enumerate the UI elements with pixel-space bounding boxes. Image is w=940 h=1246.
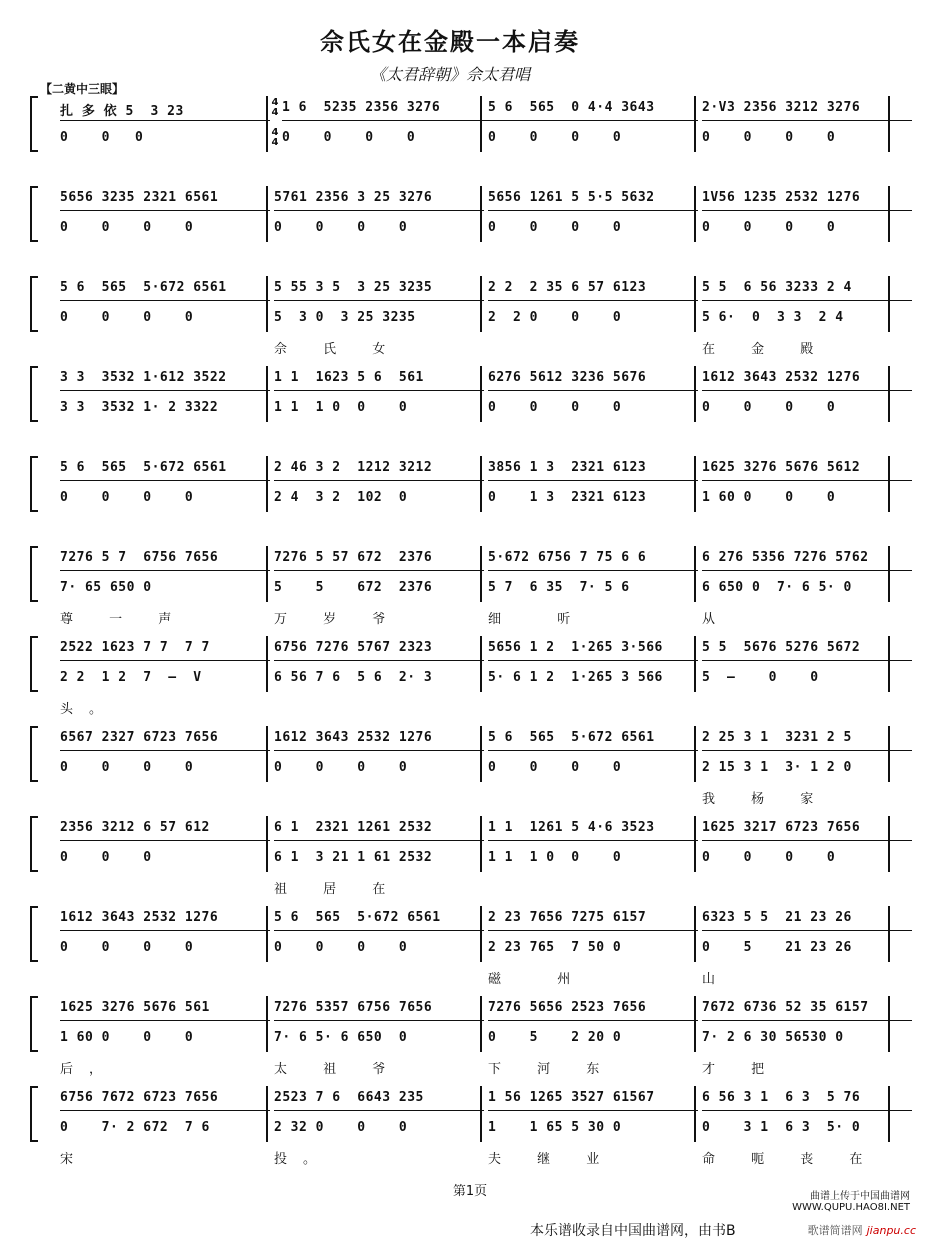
measure: 0 0 0 0: [274, 940, 408, 955]
barline: [694, 546, 696, 602]
lyric-segment: 太 祖 爷: [274, 1062, 402, 1077]
barline: [266, 186, 268, 242]
lyric-segment: 磁 州: [488, 972, 587, 987]
lyrics-row: [54, 518, 890, 536]
score-system: [30, 97, 890, 170]
barline: [480, 636, 482, 692]
measure: 5·672 6756 7 75 6 6: [488, 550, 698, 571]
lyrics-row: [54, 1148, 890, 1166]
measure: 5 5 672 2376: [274, 580, 433, 595]
page-subtitle: 《太君辞朝》佘太君唱: [369, 65, 530, 84]
barline: [694, 276, 696, 332]
lower-staff-row: [54, 490, 890, 512]
measure: 0 0 0 0: [60, 220, 194, 235]
measure: 6 1 2321 1261 2532: [274, 820, 484, 841]
score-system: [30, 190, 890, 260]
measure: 1 60 0 0 0: [60, 1030, 194, 1045]
lyric-segment: 命 呃 丧 在: [702, 1152, 879, 1167]
lower-staff-row: [54, 127, 890, 152]
upper-staff-row: [54, 730, 890, 752]
system-bracket: [30, 996, 38, 1052]
lyrics-row: [54, 338, 890, 356]
score-system: [30, 280, 890, 357]
upper-staff-row: [54, 460, 890, 482]
measure: 0 0 0 0: [60, 760, 194, 775]
measure: 2·V3 2356 3212 3276: [702, 100, 912, 121]
barline: [480, 456, 482, 512]
measure: 0 0 0 0: [702, 850, 836, 865]
measure: 1 6 5235 2356 3276: [282, 100, 492, 121]
watermark: [808, 1222, 920, 1238]
system-bracket: [30, 456, 38, 512]
lower-staff-row: [54, 400, 890, 422]
measure: 0 5 2 20 0: [488, 1030, 622, 1045]
barline: [480, 96, 482, 152]
score-system: [30, 460, 890, 530]
measure: 0 0 0 0: [274, 760, 408, 775]
system-bracket: [30, 366, 38, 422]
measure: 1 56 1265 3527 61567: [488, 1090, 698, 1111]
measure: 1V56 1235 2532 1276: [702, 190, 912, 211]
lyrics-row: [54, 158, 890, 176]
measure: 2356 3212 6 57 612: [60, 820, 270, 841]
measure: 5 6 565 5·672 6561: [488, 730, 698, 751]
barline: [694, 96, 696, 152]
measure: 6756 7276 5767 2323: [274, 640, 484, 661]
lower-staff-row: [54, 1120, 890, 1142]
lyrics-row: [54, 878, 890, 896]
score-system: [30, 640, 890, 717]
measure: 5761 2356 3 25 3276: [274, 190, 484, 211]
measure: 5 6 565 0 4·4 3643: [488, 100, 698, 121]
measure: 5· 6 1 2 1·265 3 566: [488, 670, 663, 685]
system-bracket: [30, 546, 38, 602]
measure: 6 650 0 7· 6 5· 0: [702, 580, 852, 595]
measure: 0 0 0 0: [702, 220, 836, 235]
measure: 0 0 0 0: [702, 130, 836, 145]
barline: [480, 816, 482, 872]
measure: 0 0 0 0: [60, 310, 194, 325]
upload-stamp: [792, 1187, 910, 1213]
measure: 0 0 0: [60, 130, 144, 145]
system-bracket: [30, 276, 38, 332]
source-note: 本乐谱收录自中国曲谱网，由书B: [530, 1223, 736, 1239]
barline: [888, 456, 890, 512]
measure: 6756 7672 6723 7656: [60, 1090, 270, 1111]
upper-staff-row: [54, 550, 890, 572]
lyric-segment: 佘 氏 女: [274, 342, 402, 357]
measure: 5 3 0 3 25 3235: [274, 310, 416, 325]
system-bracket: [30, 906, 38, 962]
barline: [266, 1086, 268, 1142]
measure: 0 7· 2 672 7 6: [60, 1120, 210, 1135]
measure: 0 0 0 0: [488, 760, 622, 775]
measure: 2 2 2 35 6 57 6123: [488, 280, 698, 301]
barline: [480, 906, 482, 962]
barline: [266, 546, 268, 602]
measure: 6276 5612 3236 5676: [488, 370, 698, 391]
lower-meter: [270, 128, 280, 148]
lyric-segment: 夫 继 业: [488, 1152, 616, 1167]
measure: 7276 5 57 672 2376: [274, 550, 484, 571]
lower-staff-row: [54, 850, 890, 872]
lower-staff-row: [54, 220, 890, 242]
barline: [694, 906, 696, 962]
barline: [266, 96, 268, 152]
lyric-segment: 细 听: [488, 612, 587, 627]
lower-staff-row: [54, 580, 890, 602]
barline: [266, 366, 268, 422]
page-number: 第1页: [452, 1184, 488, 1199]
barline: [694, 366, 696, 422]
measure: 2 23 7656 7275 6157: [488, 910, 698, 931]
measure: 5 6· 0 3 3 2 4: [702, 310, 844, 325]
measure: 1612 3643 2532 1276: [702, 370, 912, 391]
lyrics-row: [54, 428, 890, 446]
upper-meter: [270, 98, 280, 118]
upper-staff-row: [54, 820, 890, 842]
score-system: [30, 910, 890, 987]
measure: 1 1 1261 5 4·6 3523: [488, 820, 698, 841]
measure: 0 0 0 0: [488, 220, 622, 235]
barline: [266, 906, 268, 962]
watermark-right: jianpu.cc: [866, 1224, 916, 1237]
meter-denominator: 4: [271, 137, 279, 148]
system-bracket: [30, 636, 38, 692]
barline: [480, 276, 482, 332]
lower-staff-row: [54, 1030, 890, 1052]
measure: 6 56 3 1 6 3 5 76: [702, 1090, 912, 1111]
measure: 2 46 3 2 1212 3212: [274, 460, 484, 481]
barline: [888, 1086, 890, 1142]
measure: 5 6 565 5·672 6561: [60, 280, 270, 301]
barline: [888, 96, 890, 152]
barline: [888, 546, 890, 602]
measure: 0 0 0 0: [60, 490, 194, 505]
measure: 6 276 5356 7276 5762: [702, 550, 912, 571]
system-bracket: [30, 186, 38, 242]
lyric-segment: 祖 居 在: [274, 882, 402, 897]
barline: [480, 546, 482, 602]
barline: [694, 1086, 696, 1142]
measure: 1625 3276 5676 561: [60, 1000, 270, 1021]
measure: 5 55 3 5 3 25 3235: [274, 280, 484, 301]
measure: 6323 5 5 21 23 26: [702, 910, 912, 931]
measure: 0 3 1 6 3 5· 0: [702, 1120, 861, 1135]
barline: [888, 726, 890, 782]
barline: [694, 456, 696, 512]
measure: 0 0 0 0: [274, 220, 408, 235]
system-bracket: [30, 726, 38, 782]
measure: 0 0 0 0: [488, 130, 622, 145]
upper-staff-row: [54, 280, 890, 302]
measure: 1625 3276 5676 5612: [702, 460, 912, 481]
lyrics-row: [54, 608, 890, 626]
barline: [888, 816, 890, 872]
barline: [888, 276, 890, 332]
lyrics-row: [54, 698, 890, 716]
measure: 5656 3235 2321 6561: [60, 190, 270, 211]
lyric-segment: 从: [702, 612, 732, 627]
barline: [266, 456, 268, 512]
measure: 2 2 1 2 7 — V: [60, 670, 202, 685]
lyric-segment: 尊 一 声: [60, 612, 188, 627]
page-title: 佘氏女在金殿一本启奏: [320, 27, 580, 56]
stamp-text: 曲谱上传于中国曲谱网: [810, 1191, 910, 1202]
stamp-url: WWW.QUPU.HAO8I.NET: [792, 1202, 910, 1213]
barline: [694, 996, 696, 1052]
upper-staff-row: [54, 910, 890, 932]
measure: 2523 7 6 6643 235: [274, 1090, 484, 1111]
lyric-segment: 宋: [60, 1152, 90, 1167]
measure: 0 0 0 0: [702, 400, 836, 415]
measure: 6567 2327 6723 7656: [60, 730, 270, 751]
measure: 6 1 3 21 1 61 2532: [274, 850, 433, 865]
barline: [266, 816, 268, 872]
measure: 3 3 3532 1·612 3522: [60, 370, 270, 391]
measure: 7276 5357 6756 7656: [274, 1000, 484, 1021]
measure: 5 5 5676 5276 5672: [702, 640, 912, 661]
lyric-segment: 我 杨 家: [702, 792, 830, 807]
lyric-segment: 在 金 殿: [702, 342, 830, 357]
measure: 1625 3217 6723 7656: [702, 820, 912, 841]
barline: [888, 906, 890, 962]
lyrics-row: [54, 248, 890, 266]
measure: 7· 6 5· 6 650 0: [274, 1030, 408, 1045]
barline: [888, 366, 890, 422]
measure: 5 — 0 0: [702, 670, 819, 685]
measure: 0 5 21 23 26: [702, 940, 852, 955]
lyric-segment: 头。: [60, 702, 119, 717]
measure: 3856 1 3 2321 6123: [488, 460, 698, 481]
score-system: [30, 730, 890, 807]
barline: [266, 726, 268, 782]
upper-staff-row: [54, 190, 890, 212]
score-system: [30, 370, 890, 440]
measure: 0 1 3 2321 6123: [488, 490, 647, 505]
lyric-segment: 投。: [274, 1152, 333, 1167]
measure: 5656 1261 5 5·5 5632: [488, 190, 698, 211]
lyric-segment: 下 河 东: [488, 1062, 616, 1077]
measure: 5656 1 2 1·265 3·566: [488, 640, 698, 661]
upper-staff-row: [54, 1090, 890, 1112]
measure: 2 2 0 0 0: [488, 310, 622, 325]
lower-staff-row: [54, 760, 890, 782]
barline: [694, 726, 696, 782]
score-system: [30, 550, 890, 627]
meter-denominator: 4: [271, 107, 279, 118]
measure: 5 5 6 56 3233 2 4: [702, 280, 912, 301]
measure: 7· 2 6 30 56530 0: [702, 1030, 844, 1045]
measure: 1 1 65 5 30 0: [488, 1120, 622, 1135]
tempo-mark: 【二黄中三眼】: [40, 82, 125, 96]
lower-staff-row: [54, 940, 890, 962]
barline: [480, 996, 482, 1052]
measure: 2 23 765 7 50 0: [488, 940, 622, 955]
lyrics-row: [54, 788, 890, 806]
measure: 7672 6736 52 35 6157: [702, 1000, 912, 1021]
barline: [480, 186, 482, 242]
measure: 7276 5 7 6756 7656: [60, 550, 270, 571]
measure: 1612 3643 2532 1276: [274, 730, 484, 751]
measure: 2 4 3 2 102 0: [274, 490, 408, 505]
meter-numerator: 4: [271, 97, 279, 108]
measure: 0 0 0: [60, 850, 152, 865]
measure: 3 3 3532 1· 2 3322: [60, 400, 219, 415]
barline: [480, 726, 482, 782]
measure: 2 15 3 1 3· 1 2 0: [702, 760, 852, 775]
meter-numerator: 4: [271, 127, 279, 138]
measure: 1612 3643 2532 1276: [60, 910, 270, 931]
measure: 2522 1623 7 7 7 7: [60, 640, 270, 661]
lyric-segment: 才 把: [702, 1062, 781, 1077]
barline: [266, 996, 268, 1052]
barline: [480, 366, 482, 422]
measure: 1 1 1 0 0 0: [488, 850, 622, 865]
lyrics-row: [54, 1058, 890, 1076]
measure: 0 0 0 0: [60, 940, 194, 955]
lower-staff-row: [54, 310, 890, 332]
measure: 7· 65 650 0: [60, 580, 152, 595]
measure: 5 6 565 5·672 6561: [60, 460, 270, 481]
measure: 7276 5656 2523 7656: [488, 1000, 698, 1021]
upper-staff-row: [54, 97, 890, 122]
barline: [888, 186, 890, 242]
barline: [266, 276, 268, 332]
measure: 2 25 3 1 3231 2 5: [702, 730, 912, 751]
measure: 1 1 1 0 0 0: [274, 400, 408, 415]
score-system: [30, 1000, 890, 1077]
lyric-segment: 后，: [60, 1062, 119, 1077]
measure: 5 7 6 35 7· 5 6: [488, 580, 630, 595]
upper-staff-row: [54, 640, 890, 662]
upper-staff-row: [54, 1000, 890, 1022]
barline: [694, 636, 696, 692]
barline: [694, 816, 696, 872]
barline: [694, 186, 696, 242]
system-bracket: [30, 96, 38, 152]
lyrics-row: [54, 968, 890, 986]
upper-staff-row: [54, 370, 890, 392]
barline: [266, 636, 268, 692]
score-system: [30, 820, 890, 897]
measure: 0 0 0 0: [488, 400, 622, 415]
system-bracket: [30, 1086, 38, 1142]
measure: 6 56 7 6 5 6 2· 3: [274, 670, 433, 685]
score-system: [30, 1090, 890, 1167]
lyric-segment: 万 岁 爷: [274, 612, 402, 627]
lower-staff-row: [54, 670, 890, 692]
measure: 1 60 0 0 0: [702, 490, 836, 505]
measure: 0 0 0 0: [282, 130, 416, 145]
barline: [480, 1086, 482, 1142]
measure: 2 32 0 0 0: [274, 1120, 408, 1135]
watermark-left: 歌谱简谱网: [807, 1224, 863, 1237]
barline: [888, 636, 890, 692]
measure: 扎 多 依 5 3 23: [60, 100, 270, 121]
measure: 5 6 565 5·672 6561: [274, 910, 484, 931]
measure: 1 1 1623 5 6 561: [274, 370, 484, 391]
system-bracket: [30, 816, 38, 872]
barline: [888, 996, 890, 1052]
lyric-segment: 山: [702, 972, 732, 987]
